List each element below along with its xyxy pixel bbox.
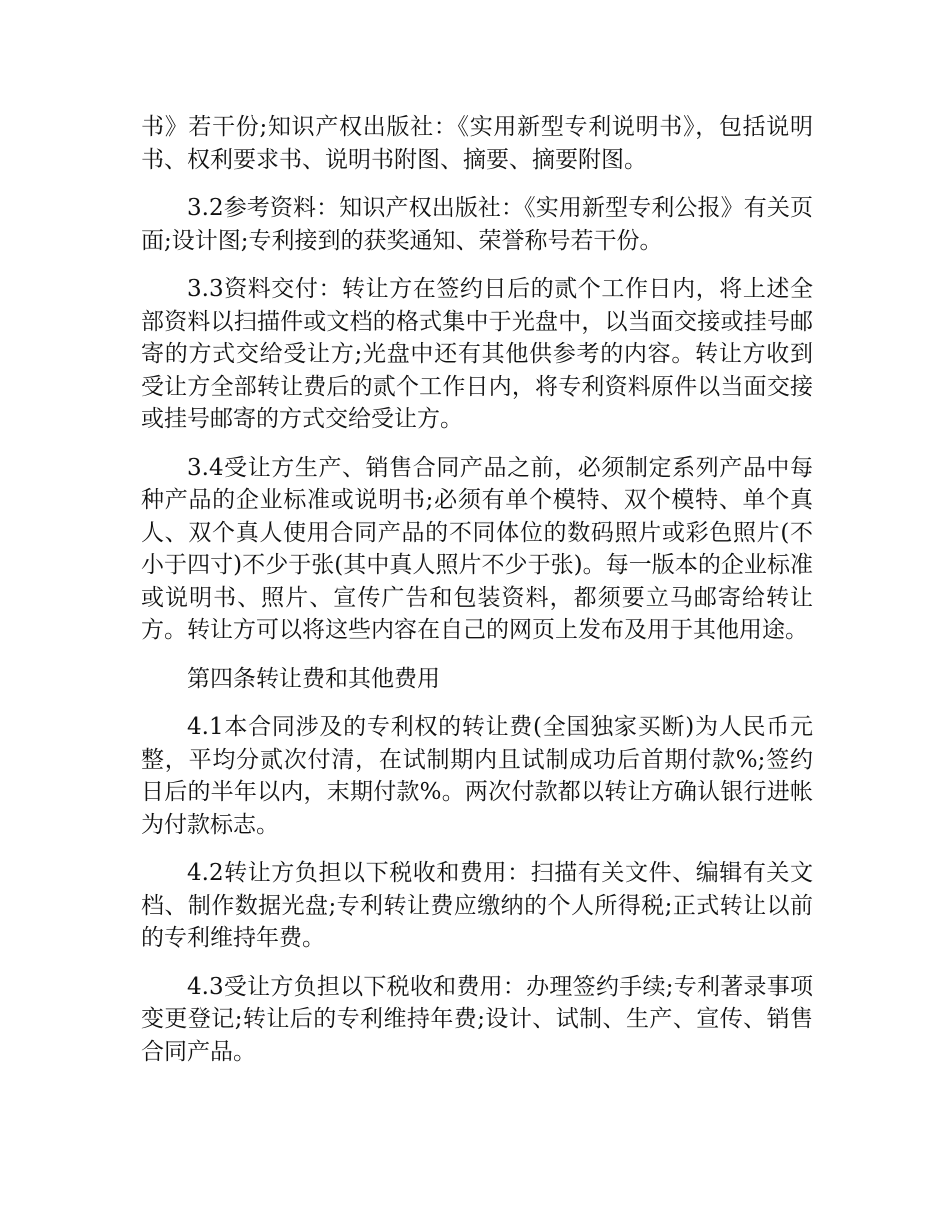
paragraph-4-1-transfer-fee: 4.1本合同涉及的专利权的转让费(全国独家买断)为人民币元整，平均分贰次付清，在试制期内且试制成功后首期付款%;签约日后的半年以内，末期付款%。两次付款都以转让方确认银行进帐为付款标志。 bbox=[141, 714, 813, 838]
paragraph-3-4-product-standards: 3.4受让方生产、销售合同产品之前，必须制定系列产品中每种产品的企业标准或说明书;必须有单个模特、双个模特、单个真人、双个真人使用合同产品的不同体位的数码照片或彩色照片(不小于四寸)不少于张(其中真人照片不少于张)。每一版本的企业标准或说明书、照片、宣传广告和包装资料，都须要立马邮寄给转让方。转让方可以将这些内容在自己的网页上发布及用于其他用途。 bbox=[141, 454, 813, 643]
paragraph-4-3-transferee-costs: 4.3受让方负担以下税收和费用：办理签约手续;专利著录事项变更登记;转让后的专利维持年费;设计、试制、生产、宣传、销售合同产品。 bbox=[141, 973, 813, 1065]
paragraph-4-2-transferor-costs: 4.2转让方负担以下税收和费用：扫描有关文件、编辑有关文档、制作数据光盘;专利转让费应缴纳的个人所得税;正式转让以前的专利维持年费。 bbox=[141, 860, 813, 951]
section-heading-article-4: 第四条转让费和其他费用 bbox=[187, 665, 440, 692]
paragraph-3-2-reference-materials: 3.2参考资料：知识产权出版社：《实用新型专利公报》有关页面;设计图;专利接到的获奖通知、荣誉称号若干份。 bbox=[141, 195, 813, 254]
paragraph-3-3-material-delivery: 3.3资料交付：转让方在签约日后的贰个工作日内，将上述全部资料以扫描件或文档的格式集中于光盘中，以当面交接或挂号邮寄的方式交给受让方;光盘中还有其他供参考的内容。转让方收到受让方全部转让费后的贰个工作日内，将专利资料原件以当面交接或挂号邮寄的方式交给受让方。 bbox=[141, 276, 813, 432]
document-body bbox=[141, 111, 813, 1084]
paragraph-continuation: 书》若干份;知识产权出版社：《实用新型专利说明书》，包括说明书、权利要求书、说明书附图、摘要、摘要附图。 bbox=[141, 114, 813, 173]
